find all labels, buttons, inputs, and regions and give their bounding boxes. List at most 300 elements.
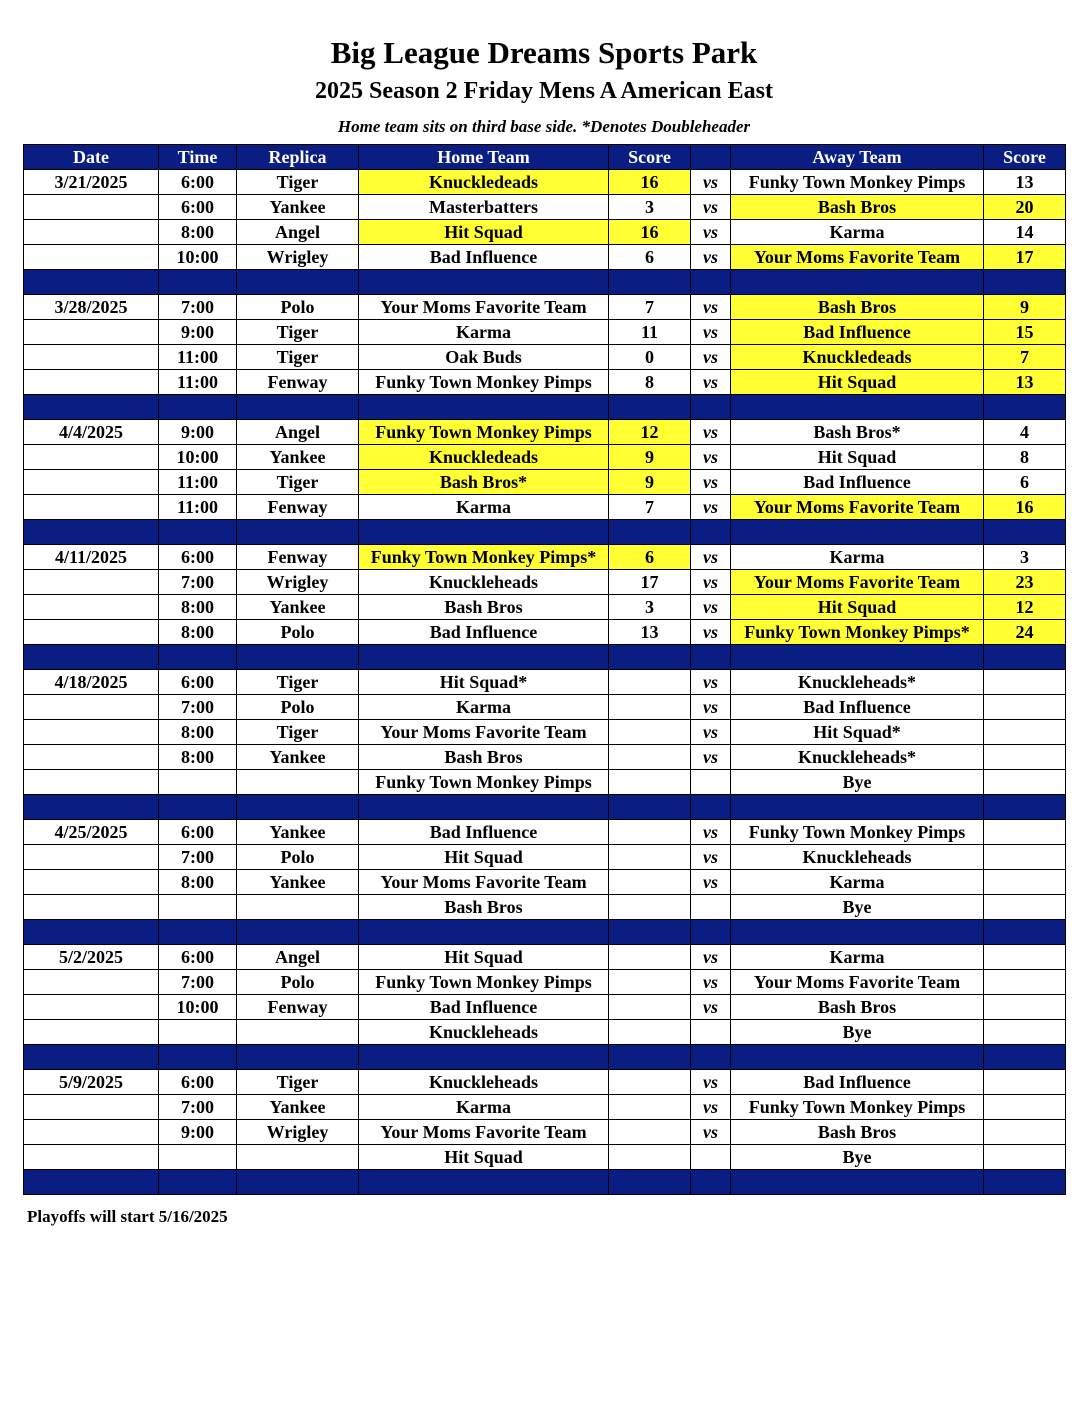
separator-cell bbox=[731, 1170, 984, 1195]
time-cell: 9:00 bbox=[159, 420, 237, 445]
time-cell: 7:00 bbox=[159, 570, 237, 595]
time-cell: 10:00 bbox=[159, 995, 237, 1020]
home-score-cell bbox=[609, 945, 691, 970]
table-row bbox=[24, 195, 1066, 220]
table-row bbox=[24, 1020, 1066, 1045]
home-team-cell: Karma bbox=[359, 495, 609, 520]
away-team-cell: Bye bbox=[731, 1020, 984, 1045]
date-cell bbox=[24, 995, 159, 1020]
schedule-body bbox=[24, 170, 1066, 1195]
away-team-cell: Bad Influence bbox=[731, 470, 984, 495]
vs-cell: vs bbox=[691, 745, 731, 770]
vs-cell: vs bbox=[691, 345, 731, 370]
vs-cell: vs bbox=[691, 995, 731, 1020]
date-cell: 5/2/2025 bbox=[24, 945, 159, 970]
date-cell bbox=[24, 320, 159, 345]
replica-cell bbox=[237, 895, 359, 920]
replica-cell: Tiger bbox=[237, 345, 359, 370]
replica-cell: Tiger bbox=[237, 720, 359, 745]
vs-cell: vs bbox=[691, 1120, 731, 1145]
table-row bbox=[24, 220, 1066, 245]
date-cell bbox=[24, 970, 159, 995]
separator-cell bbox=[24, 395, 159, 420]
away-score-cell: 13 bbox=[984, 370, 1066, 395]
away-team-cell: Bye bbox=[731, 895, 984, 920]
away-team-cell: Knuckleheads* bbox=[731, 745, 984, 770]
home-score-cell bbox=[609, 995, 691, 1020]
home-score-cell bbox=[609, 720, 691, 745]
separator-cell bbox=[984, 395, 1066, 420]
vs-cell: vs bbox=[691, 170, 731, 195]
col-header-home-score: Score bbox=[609, 145, 691, 170]
date-cell bbox=[24, 370, 159, 395]
date-cell: 5/9/2025 bbox=[24, 1070, 159, 1095]
separator-cell bbox=[159, 920, 237, 945]
table-row bbox=[24, 670, 1066, 695]
away-team-cell: Bash Bros bbox=[731, 1120, 984, 1145]
away-score-cell bbox=[984, 1020, 1066, 1045]
vs-cell: vs bbox=[691, 720, 731, 745]
vs-cell bbox=[691, 1020, 731, 1045]
home-team-cell: Bash Bros bbox=[359, 895, 609, 920]
away-score-cell: 8 bbox=[984, 445, 1066, 470]
separator-cell bbox=[609, 395, 691, 420]
table-row bbox=[24, 345, 1066, 370]
separator-cell bbox=[691, 795, 731, 820]
away-team-cell: Karma bbox=[731, 220, 984, 245]
away-team-cell: Funky Town Monkey Pimps bbox=[731, 170, 984, 195]
home-team-cell: Knuckleheads bbox=[359, 1020, 609, 1045]
time-cell: 10:00 bbox=[159, 245, 237, 270]
away-team-cell: Bash Bros bbox=[731, 195, 984, 220]
separator-cell bbox=[984, 920, 1066, 945]
replica-cell: Yankee bbox=[237, 195, 359, 220]
vs-cell: vs bbox=[691, 320, 731, 345]
vs-cell: vs bbox=[691, 1070, 731, 1095]
date-cell: 3/21/2025 bbox=[24, 170, 159, 195]
table-row bbox=[24, 995, 1066, 1020]
col-header-time: Time bbox=[159, 145, 237, 170]
time-cell: 6:00 bbox=[159, 945, 237, 970]
separator-cell bbox=[359, 395, 609, 420]
separator-cell bbox=[691, 270, 731, 295]
replica-cell: Tiger bbox=[237, 320, 359, 345]
separator-cell bbox=[24, 1045, 159, 1070]
replica-cell: Polo bbox=[237, 845, 359, 870]
away-team-cell: Your Moms Favorite Team bbox=[731, 495, 984, 520]
date-cell bbox=[24, 845, 159, 870]
away-score-cell bbox=[984, 995, 1066, 1020]
table-row bbox=[24, 495, 1066, 520]
time-cell: 7:00 bbox=[159, 1095, 237, 1120]
table-row bbox=[24, 370, 1066, 395]
separator-cell bbox=[359, 920, 609, 945]
away-team-cell: Bye bbox=[731, 1145, 984, 1170]
table-row bbox=[24, 445, 1066, 470]
replica-cell bbox=[237, 1145, 359, 1170]
table-row bbox=[24, 695, 1066, 720]
separator-cell bbox=[731, 395, 984, 420]
col-header-home-team: Home Team bbox=[359, 145, 609, 170]
table-row bbox=[24, 770, 1066, 795]
separator-cell bbox=[237, 1045, 359, 1070]
away-team-cell: Knuckleheads* bbox=[731, 670, 984, 695]
separator-cell bbox=[984, 795, 1066, 820]
home-score-cell: 3 bbox=[609, 595, 691, 620]
home-score-cell bbox=[609, 895, 691, 920]
time-cell bbox=[159, 770, 237, 795]
away-team-cell: Bash Bros* bbox=[731, 420, 984, 445]
date-cell bbox=[24, 495, 159, 520]
home-score-cell: 11 bbox=[609, 320, 691, 345]
away-score-cell: 20 bbox=[984, 195, 1066, 220]
away-score-cell bbox=[984, 870, 1066, 895]
col-header-date: Date bbox=[24, 145, 159, 170]
replica-cell: Wrigley bbox=[237, 245, 359, 270]
vs-cell bbox=[691, 895, 731, 920]
date-cell bbox=[24, 1120, 159, 1145]
separator-cell bbox=[359, 1045, 609, 1070]
date-cell: 4/4/2025 bbox=[24, 420, 159, 445]
replica-cell: Wrigley bbox=[237, 570, 359, 595]
home-team-cell: Karma bbox=[359, 320, 609, 345]
table-row bbox=[24, 1120, 1066, 1145]
separator-cell bbox=[159, 520, 237, 545]
away-score-cell: 15 bbox=[984, 320, 1066, 345]
date-cell: 3/28/2025 bbox=[24, 295, 159, 320]
separator-cell bbox=[359, 520, 609, 545]
vs-cell: vs bbox=[691, 820, 731, 845]
time-cell: 8:00 bbox=[159, 620, 237, 645]
away-score-cell bbox=[984, 1070, 1066, 1095]
col-header-away-team: Away Team bbox=[731, 145, 984, 170]
vs-cell: vs bbox=[691, 195, 731, 220]
home-score-cell: 8 bbox=[609, 370, 691, 395]
away-score-cell bbox=[984, 745, 1066, 770]
date-cell bbox=[24, 1020, 159, 1045]
separator-cell bbox=[609, 270, 691, 295]
separator-cell bbox=[359, 645, 609, 670]
separator-cell bbox=[237, 270, 359, 295]
home-team-cell: Knuckledeads bbox=[359, 445, 609, 470]
date-cell bbox=[24, 1145, 159, 1170]
table-row bbox=[24, 545, 1066, 570]
home-score-cell: 7 bbox=[609, 295, 691, 320]
date-cell: 4/18/2025 bbox=[24, 670, 159, 695]
away-team-cell: Karma bbox=[731, 545, 984, 570]
home-team-cell: Karma bbox=[359, 1095, 609, 1120]
home-score-cell: 6 bbox=[609, 545, 691, 570]
time-cell: 8:00 bbox=[159, 870, 237, 895]
away-score-cell bbox=[984, 820, 1066, 845]
replica-cell: Tiger bbox=[237, 470, 359, 495]
date-cell: 4/11/2025 bbox=[24, 545, 159, 570]
vs-cell: vs bbox=[691, 295, 731, 320]
time-cell bbox=[159, 1020, 237, 1045]
away-score-cell: 4 bbox=[984, 420, 1066, 445]
home-team-cell: Hit Squad bbox=[359, 220, 609, 245]
date-cell bbox=[24, 695, 159, 720]
table-row bbox=[24, 570, 1066, 595]
separator-cell bbox=[731, 520, 984, 545]
schedule-note: Home team sits on third base side. *Denotes Doubleheader bbox=[337, 117, 751, 136]
home-score-cell bbox=[609, 745, 691, 770]
away-score-cell: 12 bbox=[984, 595, 1066, 620]
home-team-cell: Funky Town Monkey Pimps bbox=[359, 770, 609, 795]
home-score-cell: 17 bbox=[609, 570, 691, 595]
away-score-cell bbox=[984, 1095, 1066, 1120]
date-cell bbox=[24, 595, 159, 620]
home-score-cell bbox=[609, 870, 691, 895]
week-separator-row bbox=[24, 395, 1066, 420]
away-team-cell: Bad Influence bbox=[731, 1070, 984, 1095]
replica-cell: Yankee bbox=[237, 745, 359, 770]
away-team-cell: Karma bbox=[731, 870, 984, 895]
away-team-cell: Knuckleheads bbox=[731, 845, 984, 870]
away-score-cell bbox=[984, 770, 1066, 795]
table-row bbox=[24, 420, 1066, 445]
table-row bbox=[24, 620, 1066, 645]
home-team-cell: Funky Town Monkey Pimps* bbox=[359, 545, 609, 570]
vs-cell: vs bbox=[691, 495, 731, 520]
table-row bbox=[24, 820, 1066, 845]
away-team-cell: Bash Bros bbox=[731, 295, 984, 320]
date-cell bbox=[24, 345, 159, 370]
date-cell bbox=[24, 895, 159, 920]
away-team-cell: Bad Influence bbox=[731, 320, 984, 345]
separator-cell bbox=[24, 1170, 159, 1195]
home-team-cell: Bash Bros bbox=[359, 595, 609, 620]
away-score-cell: 17 bbox=[984, 245, 1066, 270]
replica-cell: Tiger bbox=[237, 170, 359, 195]
table-row bbox=[24, 595, 1066, 620]
table-row bbox=[24, 1070, 1066, 1095]
home-score-cell bbox=[609, 1095, 691, 1120]
replica-cell: Yankee bbox=[237, 870, 359, 895]
time-cell: 11:00 bbox=[159, 495, 237, 520]
replica-cell: Fenway bbox=[237, 495, 359, 520]
replica-cell: Angel bbox=[237, 420, 359, 445]
date-cell bbox=[24, 720, 159, 745]
time-cell: 8:00 bbox=[159, 745, 237, 770]
replica-cell: Polo bbox=[237, 970, 359, 995]
table-row bbox=[24, 845, 1066, 870]
vs-cell: vs bbox=[691, 1095, 731, 1120]
table-row bbox=[24, 870, 1066, 895]
away-team-cell: Hit Squad* bbox=[731, 720, 984, 745]
away-score-cell: 16 bbox=[984, 495, 1066, 520]
replica-cell bbox=[237, 770, 359, 795]
separator-cell bbox=[691, 1170, 731, 1195]
home-score-cell bbox=[609, 670, 691, 695]
week-separator-row bbox=[24, 270, 1066, 295]
vs-cell: vs bbox=[691, 220, 731, 245]
home-team-cell: Funky Town Monkey Pimps bbox=[359, 970, 609, 995]
separator-cell bbox=[609, 1170, 691, 1195]
away-team-cell: Karma bbox=[731, 945, 984, 970]
away-score-cell: 6 bbox=[984, 470, 1066, 495]
home-team-cell: Knuckleheads bbox=[359, 570, 609, 595]
separator-cell bbox=[691, 645, 731, 670]
home-score-cell: 6 bbox=[609, 245, 691, 270]
time-cell: 11:00 bbox=[159, 370, 237, 395]
separator-cell bbox=[731, 270, 984, 295]
home-score-cell bbox=[609, 1070, 691, 1095]
time-cell: 11:00 bbox=[159, 470, 237, 495]
date-cell bbox=[24, 220, 159, 245]
home-team-cell: Knuckledeads bbox=[359, 170, 609, 195]
vs-cell: vs bbox=[691, 670, 731, 695]
date-cell bbox=[24, 245, 159, 270]
date-cell bbox=[24, 470, 159, 495]
separator-cell bbox=[609, 1045, 691, 1070]
separator-cell bbox=[609, 645, 691, 670]
time-cell: 6:00 bbox=[159, 820, 237, 845]
home-team-cell: Bad Influence bbox=[359, 995, 609, 1020]
time-cell bbox=[159, 1145, 237, 1170]
home-team-cell: Bash Bros* bbox=[359, 470, 609, 495]
table-row bbox=[24, 470, 1066, 495]
vs-cell: vs bbox=[691, 545, 731, 570]
table-row bbox=[24, 1095, 1066, 1120]
home-team-cell: Funky Town Monkey Pimps bbox=[359, 370, 609, 395]
table-row bbox=[24, 720, 1066, 745]
home-score-cell: 9 bbox=[609, 445, 691, 470]
away-score-cell: 13 bbox=[984, 170, 1066, 195]
away-team-cell: Your Moms Favorite Team bbox=[731, 970, 984, 995]
separator-cell bbox=[359, 270, 609, 295]
home-score-cell: 12 bbox=[609, 420, 691, 445]
separator-cell bbox=[237, 645, 359, 670]
home-team-cell: Hit Squad bbox=[359, 945, 609, 970]
time-cell: 6:00 bbox=[159, 1070, 237, 1095]
away-score-cell: 9 bbox=[984, 295, 1066, 320]
away-score-cell: 24 bbox=[984, 620, 1066, 645]
vs-cell: vs bbox=[691, 620, 731, 645]
separator-cell bbox=[731, 795, 984, 820]
table-row bbox=[24, 320, 1066, 345]
page-subtitle: 2025 Season 2 Friday Mens A American East bbox=[314, 78, 773, 104]
vs-cell: vs bbox=[691, 370, 731, 395]
home-score-cell bbox=[609, 1145, 691, 1170]
table-row bbox=[24, 895, 1066, 920]
separator-cell bbox=[359, 795, 609, 820]
vs-cell bbox=[691, 770, 731, 795]
home-score-cell bbox=[609, 820, 691, 845]
home-score-cell bbox=[609, 845, 691, 870]
home-team-cell: Oak Buds bbox=[359, 345, 609, 370]
away-team-cell: Bye bbox=[731, 770, 984, 795]
separator-cell bbox=[691, 1045, 731, 1070]
vs-cell: vs bbox=[691, 845, 731, 870]
date-cell bbox=[24, 1095, 159, 1120]
separator-cell bbox=[691, 920, 731, 945]
away-team-cell: Bash Bros bbox=[731, 995, 984, 1020]
separator-cell bbox=[159, 1045, 237, 1070]
vs-cell: vs bbox=[691, 470, 731, 495]
date-cell bbox=[24, 570, 159, 595]
away-team-cell: Hit Squad bbox=[731, 370, 984, 395]
week-separator-row bbox=[24, 795, 1066, 820]
replica-cell: Polo bbox=[237, 295, 359, 320]
replica-cell: Tiger bbox=[237, 670, 359, 695]
away-score-cell bbox=[984, 670, 1066, 695]
separator-cell bbox=[731, 920, 984, 945]
home-score-cell: 16 bbox=[609, 220, 691, 245]
week-separator-row bbox=[24, 1170, 1066, 1195]
week-separator-row bbox=[24, 520, 1066, 545]
home-team-cell: Hit Squad* bbox=[359, 670, 609, 695]
home-team-cell: Bad Influence bbox=[359, 620, 609, 645]
vs-cell: vs bbox=[691, 970, 731, 995]
time-cell: 8:00 bbox=[159, 220, 237, 245]
col-header-replica: Replica bbox=[237, 145, 359, 170]
table-row bbox=[24, 745, 1066, 770]
home-team-cell: Bad Influence bbox=[359, 820, 609, 845]
date-cell bbox=[24, 870, 159, 895]
separator-cell bbox=[24, 645, 159, 670]
col-header-away-score: Score bbox=[984, 145, 1066, 170]
separator-cell bbox=[159, 395, 237, 420]
home-score-cell bbox=[609, 695, 691, 720]
home-team-cell: Your Moms Favorite Team bbox=[359, 1120, 609, 1145]
time-cell: 10:00 bbox=[159, 445, 237, 470]
away-score-cell: 23 bbox=[984, 570, 1066, 595]
separator-cell bbox=[237, 1170, 359, 1195]
away-score-cell bbox=[984, 720, 1066, 745]
separator-cell bbox=[984, 270, 1066, 295]
replica-cell bbox=[237, 1020, 359, 1045]
date-cell bbox=[24, 620, 159, 645]
home-score-cell: 3 bbox=[609, 195, 691, 220]
replica-cell: Fenway bbox=[237, 995, 359, 1020]
separator-cell bbox=[237, 520, 359, 545]
home-team-cell: Your Moms Favorite Team bbox=[359, 870, 609, 895]
separator-cell bbox=[159, 270, 237, 295]
separator-cell bbox=[609, 920, 691, 945]
separator-cell bbox=[159, 795, 237, 820]
separator-cell bbox=[691, 395, 731, 420]
vs-cell: vs bbox=[691, 445, 731, 470]
away-score-cell bbox=[984, 895, 1066, 920]
time-cell: 6:00 bbox=[159, 670, 237, 695]
replica-cell: Fenway bbox=[237, 370, 359, 395]
week-separator-row bbox=[24, 920, 1066, 945]
home-team-cell: Hit Squad bbox=[359, 845, 609, 870]
separator-cell bbox=[237, 395, 359, 420]
page-title: Big League Dreams Sports Park bbox=[330, 35, 758, 70]
away-score-cell bbox=[984, 845, 1066, 870]
away-team-cell: Bad Influence bbox=[731, 695, 984, 720]
home-team-cell: Karma bbox=[359, 695, 609, 720]
home-score-cell bbox=[609, 1120, 691, 1145]
time-cell bbox=[159, 895, 237, 920]
table-header-row bbox=[24, 145, 1066, 170]
date-cell: 4/25/2025 bbox=[24, 820, 159, 845]
home-team-cell: Bad Influence bbox=[359, 245, 609, 270]
time-cell: 6:00 bbox=[159, 195, 237, 220]
date-cell bbox=[24, 445, 159, 470]
replica-cell: Fenway bbox=[237, 545, 359, 570]
away-score-cell: 7 bbox=[984, 345, 1066, 370]
separator-cell bbox=[359, 1170, 609, 1195]
replica-cell: Yankee bbox=[237, 820, 359, 845]
home-score-cell bbox=[609, 1020, 691, 1045]
home-team-cell: Funky Town Monkey Pimps bbox=[359, 420, 609, 445]
away-score-cell bbox=[984, 945, 1066, 970]
home-score-cell: 16 bbox=[609, 170, 691, 195]
home-team-cell: Bash Bros bbox=[359, 745, 609, 770]
